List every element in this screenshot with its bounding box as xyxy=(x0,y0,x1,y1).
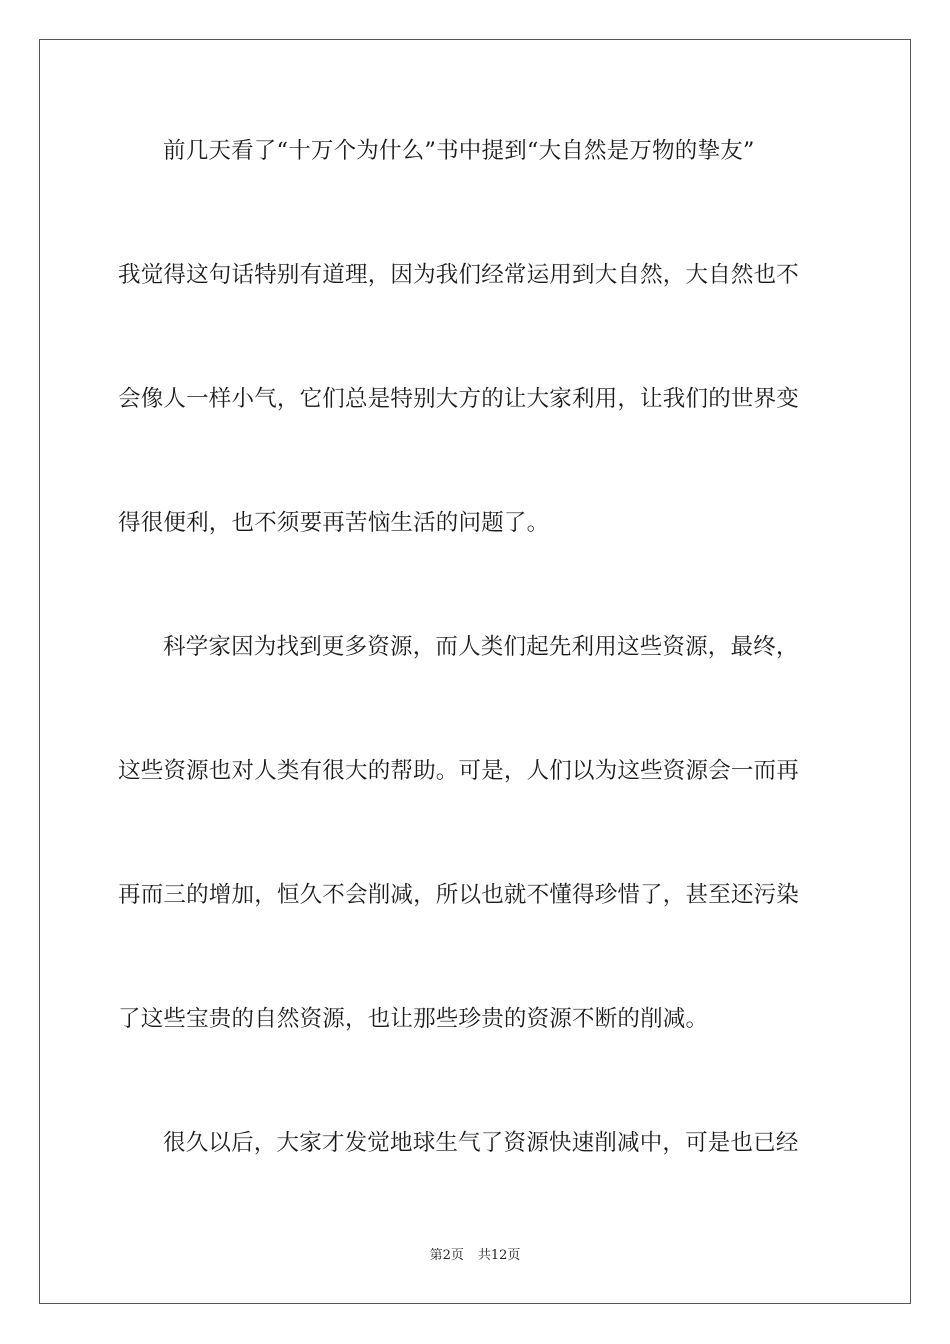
page-border xyxy=(39,39,911,1304)
text-line-1: 前几天看了“十万个为什么”书中提到“大自然是万物的挚友” xyxy=(163,138,755,164)
text-line-5: 科学家因为找到更多资源，而人类们起先利用这些资源，最终， xyxy=(163,634,799,660)
page-footer xyxy=(0,1247,950,1265)
page-total: 共12页 xyxy=(477,1248,521,1263)
text-line-9: 很久以后，大家才发觉地球生气了资源快速削减中，可是也已经 xyxy=(163,1130,799,1156)
text-line-8: 了这些宝贵的自然资源，也让那些珍贵的资源不断的削减。 xyxy=(118,1006,709,1032)
text-line-2: 我觉得这句话特别有道理，因为我们经常运用到大自然，大自然也不 xyxy=(118,262,800,288)
text-line-6: 这些资源也对人类有很大的帮助。可是，人们以为这些资源会一而再 xyxy=(118,758,800,784)
text-line-7: 再而三的增加，恒久不会削减，所以也就不懂得珍惜了，甚至还污染 xyxy=(118,882,800,908)
text-line-3: 会像人一样小气，它们总是特别大方的让大家利用，让我们的世界变 xyxy=(118,386,800,412)
page-number: 第2页 xyxy=(429,1248,464,1263)
text-line-4: 得很便利，也不须要再苦恼生活的问题了。 xyxy=(118,510,550,536)
